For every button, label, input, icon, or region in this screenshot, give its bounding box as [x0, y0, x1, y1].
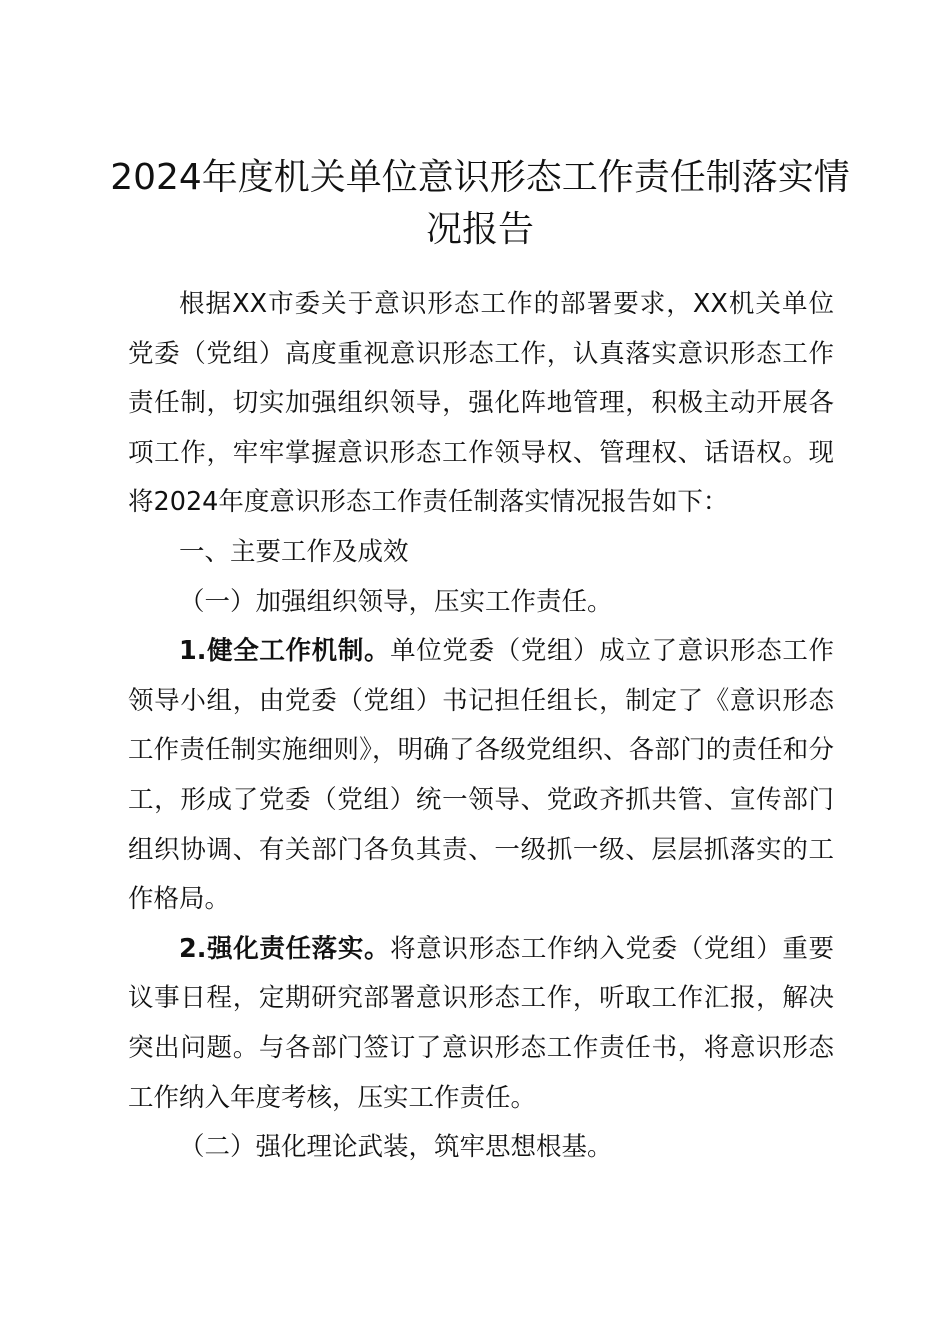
paragraph-text: 单位党委（党组）成立了意识形态工作领导小组，由党委（党组）书记担任组长，制定了《意识形态工作责任制实施细则》，明确了各级党组织、各部门的责任和分工，形成了党委（党组）统一领导、党政齐抓共管、宣传部门组织协调、有关部门各负其责、一级抓一级、层层抓落实的工作格局。: [128, 636, 834, 915]
paragraph-lead: 1.健全工作机制。: [179, 636, 391, 667]
document-title: 2024年度机关单位意识形态工作责任制落实情况报告: [110, 157, 850, 250]
section-heading: [128, 528, 834, 578]
paragraph-intro: [128, 280, 834, 528]
document-body: [128, 280, 834, 1173]
paragraph-text: 将意识形态工作纳入党委（党组）重要议事日程，定期研究部署意识形态工作，听取工作汇报，解决突出问题。与各部门签订了意识形态工作责任书，将意识形态工作纳入年度考核，压实工作责任。: [128, 933, 834, 1113]
paragraph-text: （一）加强组织领导，压实工作责任。: [179, 586, 613, 617]
paragraph-text: 一、主要工作及成效: [179, 536, 409, 567]
paragraph-lead: 2.强化责任落实。: [179, 933, 391, 964]
paragraph-text: （二）强化理论武装，筑牢思想根基。: [179, 1132, 613, 1163]
paragraph-item-2: [128, 925, 834, 1123]
subsection-heading: [128, 1123, 834, 1173]
paragraph-text: 根据XX市委关于意识形态工作的部署要求，XX机关单位党委（党组）高度重视意识形态工作，认真落实意识形态工作责任制，切实加强组织领导，强化阵地管理，积极主动开展各项工作，牢牢掌握意识形态工作领导权、管理权、话语权。现将2024年度意识形态工作责任制落实情况报告如下：: [128, 289, 834, 518]
paragraph-item-1: [128, 627, 834, 925]
subsection-heading: [128, 578, 834, 628]
